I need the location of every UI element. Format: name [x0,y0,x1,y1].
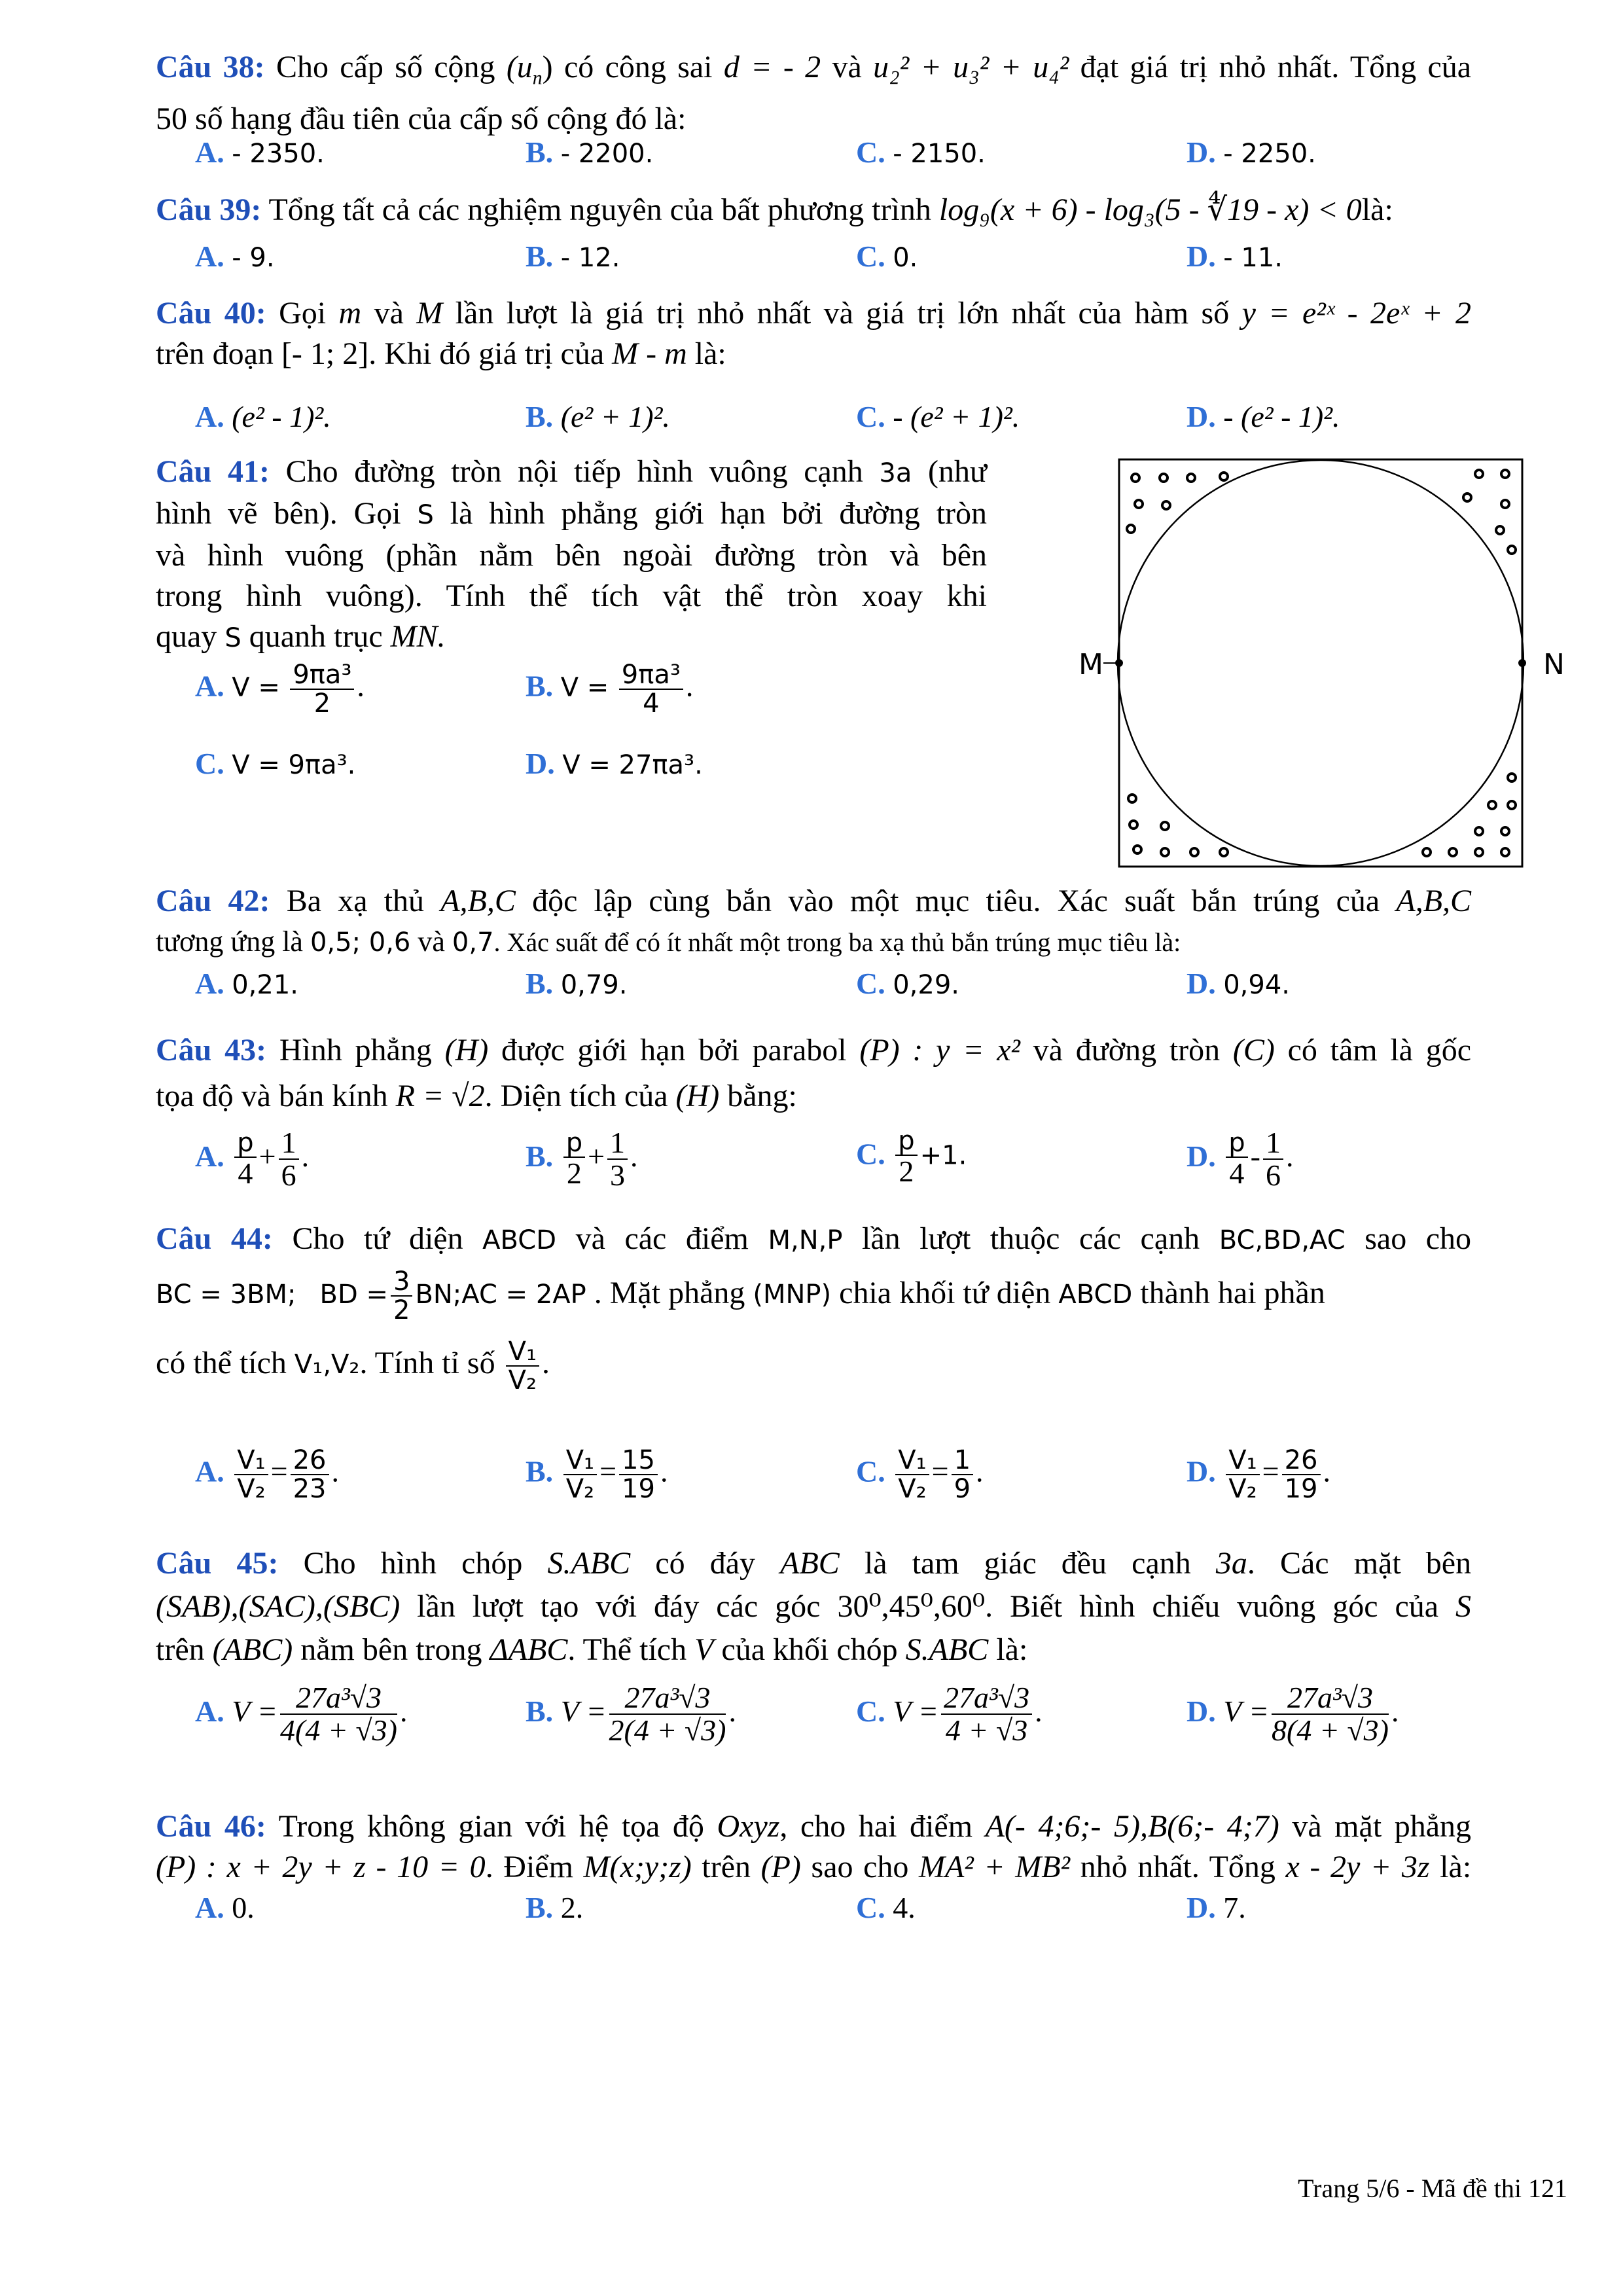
text: . Mặt phẳng [594,1276,745,1310]
question-43 [156,1028,1471,1119]
math: (C) [1232,1033,1275,1067]
math: M(x;y;z) [583,1850,692,1884]
text: . Thể tích [567,1632,687,1667]
text: Trong không gian với hệ tọa độ [278,1809,704,1844]
math: S [224,623,241,653]
math: 3a [1215,1546,1247,1581]
math: R = √2 [395,1079,485,1113]
square-outline [1119,459,1522,867]
text: có thể tích [156,1346,287,1380]
text: . Các mặt bên [1247,1546,1472,1581]
question-39 [156,190,1471,230]
text: và [832,50,862,84]
inscribed-circle [1118,460,1524,866]
math: MA² + MB² [919,1850,1070,1884]
options-46 [195,1890,1491,1932]
option-c[interactable]: C. V = $\frac{\text{27a³√3}}{4 + √3}$ . [856,1681,1043,1748]
math: ABC [780,1546,840,1581]
question-46 [156,1806,1471,1888]
text: nhỏ nhất. Tổng [1080,1850,1275,1884]
option-a[interactable]: A. - 9. [195,240,275,273]
math: (P) [760,1850,801,1884]
math: (SAB),(SAC),(SBC) [156,1589,401,1624]
options-42 [195,966,1491,1008]
math: 0,7 [452,927,494,958]
text: Cho đường tròn nội tiếp hình vuông cạnh [285,454,863,489]
text: . Điểm [485,1850,573,1884]
text: bằng: [727,1079,797,1113]
text: chia khối tứ diện [839,1276,1051,1310]
math: V [694,1632,714,1667]
text: sao cho [811,1850,909,1884]
text: lần lượt thuộc các cạnh [862,1221,1200,1256]
math: A,B,C [1396,884,1472,918]
text: trên [156,1632,205,1667]
math: y = e²ˣ - 2eˣ + 2 [1241,296,1472,331]
text: đạt giá trị nhỏ nhất. Tổng của [1080,50,1472,84]
circle-in-square-figure [1060,452,1565,877]
text: là hình phẳng giới hạn bởi đường tròn [450,496,988,531]
options-43 [195,1127,1491,1206]
option-d[interactable]: D. V = $\frac{\text{27a³√3}}{8(4 + √3)}$ . [1186,1681,1399,1748]
option-d[interactable]: D. - 11. [1186,240,1283,273]
text: và các điểm [575,1221,749,1256]
text: . Tính tỉ số [359,1346,495,1380]
question-38: Câu 38: Cho cấp số cộng $(u_n)$ có công sai d = - 2 và u₂² + u₃² + u₄² đạt giá trị nhỏ nhất. Tổng của 50 số hạng đầu tiên của cấp số cộng đó là: [156,50,1472,136]
math: log₉(x + 6) - log₃(5 - ∜19 - x) < 0 [938,192,1362,227]
math: BD = [319,1280,388,1310]
math: V₁,V₂ [294,1350,360,1380]
option-d[interactable]: D. $\frac{\text{V₁}}{\text{V₂}}$ = $\frac{26}{19}$ . [1186,1445,1330,1504]
option-c[interactable]: C. 0,29. [856,967,960,1000]
text: được giới hạn bởi parabol [501,1033,847,1067]
text: là: [694,336,726,371]
text: . Diện tích của [484,1079,668,1113]
option-c[interactable]: C. - (e² + 1)². [856,400,1020,433]
option-b[interactable]: B. 2. [526,1891,584,1924]
math: M - m [612,336,687,371]
math: 0,5; 0,6 [310,927,411,958]
option-a[interactable]: A. 0. [195,1891,255,1924]
option-a[interactable]: A. 0,21. [195,967,299,1000]
option-b[interactable]: B. - 2200. [526,135,654,169]
point-m [1115,659,1123,667]
math: Oxyz [717,1809,780,1844]
point-n [1518,659,1526,667]
options-39 [195,239,1491,281]
text: trên đoạn [156,336,274,371]
option-c[interactable]: C. - 2150. [856,135,986,169]
text: lần lượt tạo với đáy các góc [417,1589,821,1624]
text: , cho hai điểm [779,1809,973,1844]
math: (P) : x + 2y + z - 10 = 0 [156,1850,486,1884]
page-footer: Trang 5/6 - Mã đề thi 121 [1298,2174,1567,2203]
math: ABCD [1058,1280,1133,1310]
text: Ba xạ thủ [286,884,425,918]
text: có tâm là gốc [1287,1033,1472,1067]
text: tọa độ và bán kính [156,1079,388,1113]
text: Tổng tất cả các nghiệm nguyên của bất phương trình [268,192,931,227]
text: Cho hình chóp [303,1546,523,1581]
label-m: M [1079,648,1103,681]
text: và mặt phẳng [1292,1809,1472,1844]
option-b[interactable]: B. - 12. [526,240,620,273]
math: A,B,C [440,884,516,918]
math: 3a [879,458,912,488]
question-45 [156,1542,1471,1672]
options-40 [195,399,1491,441]
math: x - 2y + 3z [1285,1850,1430,1884]
option-c[interactable]: C. 0. [856,240,918,273]
text: quanh trục [249,619,383,654]
text: Cho cấp số cộng [276,50,495,84]
option-b[interactable]: B. (e² + 1)². [526,400,670,433]
math: S [417,500,434,530]
text: quay [156,619,217,654]
text: nằm bên trong [300,1632,482,1667]
math: (H) [675,1079,720,1113]
math: (ABC) [212,1632,293,1667]
text: là tam giác đều cạnh [864,1546,1191,1581]
text: Cho tứ diện [292,1221,463,1256]
text: sao cho [1364,1221,1472,1256]
text: lần lượt là giá trị nhỏ nhất và giá trị lớn nhất của hàm số [455,296,1230,331]
question-number: Câu 46: [156,1809,266,1844]
math: BC = 3BM; [156,1280,296,1310]
question-number: Câu 39: [156,192,262,227]
question-41 [156,452,987,658]
option-a[interactable]: A. V = $\frac{\text{9πa³}}{2}$ . [195,660,365,719]
math: ΔABC [490,1632,568,1667]
math: [- 1; 2] [281,336,369,371]
option-d[interactable]: D. 0,94. [1186,967,1291,1000]
math: 30⁰,45⁰,60⁰ [837,1589,986,1624]
math: (P) : y = x² [859,1033,1020,1067]
options-44 [195,1446,1491,1525]
question-number: Câu 43: [156,1033,267,1067]
text: có đáy [655,1546,756,1581]
option-a[interactable]: A. (e² - 1)². [195,400,331,433]
text: và [418,925,445,958]
option-d[interactable]: D. - 2250. [1186,135,1316,169]
question-number: Câu 41: [156,454,270,489]
text: hình vẽ bên). Gọi [156,496,401,531]
text: và [374,296,404,331]
text: và hình vuông (phần nằm bên ngoài đường tròn và bên [156,538,987,573]
text: số hạng đầu tiên của cấp số cộng đó là: [195,101,687,136]
math: u₂² + u₃² + u₄² [873,50,1069,84]
option-b[interactable]: B. $\frac{\text{V₁}}{\text{V₂}}$ = $\frac{15}{19}$ . [526,1445,668,1504]
text: độc lập cùng bắn vào một mục tiêu. Xác suất bắn trúng của [532,884,1380,918]
option-c[interactable]: C. 4. [856,1891,916,1924]
option-a[interactable]: A. $\frac{p}{4}$ + $\frac{1}{6}$ . [195,1126,310,1193]
text: Gọi [279,296,327,331]
math: (H) [444,1033,489,1067]
option-b[interactable]: B. V = $\frac{\text{27a³√3}}{2(4 + √3)}$ . [526,1681,736,1748]
math: M [416,296,443,331]
option-c[interactable]: C. V = 9πa³. [195,747,356,780]
text: và đường tròn [1033,1033,1221,1067]
question-number: Câu 42: [156,884,270,918]
option-d[interactable]: D. 7. [1186,1891,1246,1924]
math: m [338,296,362,331]
math: (MNP) [753,1280,832,1310]
option-b[interactable]: B. $\frac{p}{2}$ + $\frac{1}{3}$ . [526,1126,638,1193]
math: S.ABC [547,1546,631,1581]
option-d[interactable]: D. V = 27πa³. [526,747,703,780]
label-n: N [1543,648,1565,681]
text: . Biết hình chiếu vuông góc của [985,1589,1439,1624]
math: BC,BD,AC [1219,1225,1346,1255]
text: 50 [156,101,187,136]
text: có công sai [563,50,713,84]
text: thành hai phần [1140,1276,1325,1310]
option-c[interactable]: C. $\frac{\text{V₁}}{\text{V₂}}$ = $\frac{1}{9}$ . [856,1445,984,1504]
math: S.ABC [905,1632,989,1667]
text: (như [928,454,987,489]
question-42 [156,881,1471,963]
text: là: [996,1632,1028,1667]
math: d = - 2 [723,50,821,84]
option-a[interactable]: A. $\frac{\text{V₁}}{\text{V₂}}$ = $\frac{26}{23}$ . [195,1445,339,1504]
option-c[interactable]: C. $\frac{p}{2}$ +1. [856,1126,967,1188]
option-b[interactable]: B. V = $\frac{\text{9πa³}}{4}$ . [526,660,694,719]
options-45 [195,1682,1491,1767]
math: MN. [390,619,446,654]
math: A(- 4;6;- 5),B(6;- 4;7) [985,1809,1279,1844]
option-a[interactable]: A. - 2350. [195,135,325,169]
text: . Xác suất để có ít nhất một trong ba xạ thủ bắn trúng mục tiêu là: [493,927,1181,957]
question-number: Câu 45: [156,1546,279,1581]
question-number: Câu 40: [156,296,266,331]
option-d[interactable]: D. $\frac{p}{4}$ - $\frac{1}{6}$ . [1186,1126,1294,1193]
math: M,N,P [768,1225,843,1255]
text: trên [702,1850,751,1884]
text: là: [1361,192,1393,227]
text: trong hình vuông). Tính thể tích vật thể tròn xoay khi [156,579,987,613]
option-b[interactable]: B. 0,79. [526,967,628,1000]
question-number: Câu 44: [156,1221,273,1256]
math: S [1455,1589,1472,1624]
text: là: [1440,1850,1472,1884]
shaded-dots [1127,470,1516,856]
text: Hình phẳng [279,1033,432,1067]
text: tương ứng là [156,925,303,958]
text: của khối chóp [721,1632,898,1667]
math: ABCD [482,1225,557,1255]
math: (u [506,50,533,84]
question-number: Câu 38: [156,50,265,84]
text: . Khi đó giá trị của [368,336,605,371]
math: BN;AC = 2AP [415,1280,586,1310]
option-a[interactable]: A. V = $\frac{\text{27a³√3}}{4(4 + √3)}$ . [195,1681,408,1748]
question-40 [156,293,1471,374]
options-38 [195,135,1491,177]
question-44: Câu 44: Cho tứ diện ABCD và các điểm M,N,P lần lượt thuộc các cạnh BC,BD,AC sao cho BC = 3BM; BD = $\frac{3}{2}$ BN;AC = 2AP . Mặt phẳng (MNP) chia khối tứ diện ABCD thành hai phần có thể tích V₁,V₂. Tính tỉ số $\frac{\text{V₁}}{\text{V₂}}$ . [156,1221,1472,1395]
option-d[interactable]: D. - (e² - 1)². [1186,400,1340,433]
